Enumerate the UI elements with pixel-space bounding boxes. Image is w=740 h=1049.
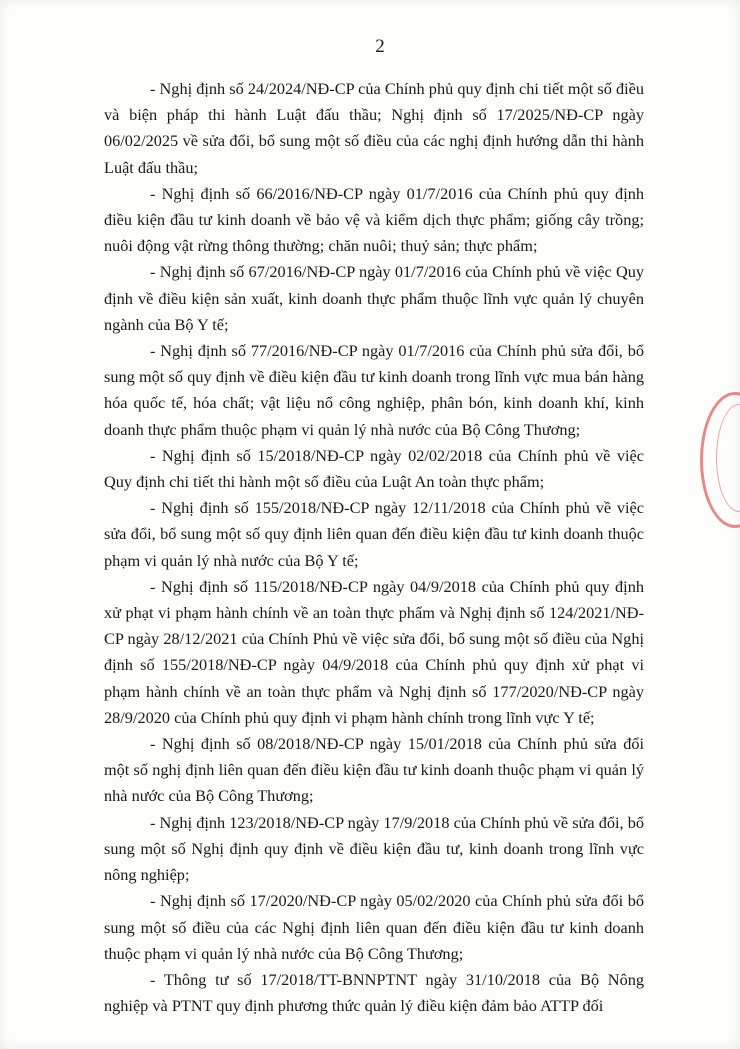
list-item: - Nghị định số 17/2020/NĐ-CP ngày 05/02/2020 của Chính phủ sửa đổi bổ sung một số điều của các Nghị định liên quan đến điều kiện đầu tư kinh doanh thuộc phạm vi quản lý nhà nước của Bộ Công Thương; <box>104 891 644 963</box>
list-item: - Nghị định số 66/2016/NĐ-CP ngày 01/7/2016 của Chính phủ quy định điều kiện đầu tư kinh doanh về bảo vệ và kiểm dịch thực phẩm; giống cây trồng; nuôi động vật rừng thông thường; chăn nuôi; thuỷ sản; thực phẩm; <box>104 183 644 256</box>
page-number: 2 <box>375 36 385 57</box>
list-item: - Nghị định số 115/2018/NĐ-CP ngày 04/9/2018 của Chính phủ quy định xử phạt vi phạm hành chính về an toàn thực phẩm và Nghị định số 124/2021/NĐ-CP ngày 28/12/2021 của Chính Phủ về việc sửa đổi, bổ sung một số điều của Nghị định số 155/2018/NĐ-CP ngày 04/9/2018 của Chính phủ quy định xử phạt vi phạm hành chính về an toàn thực phẩm và Nghị định số 177/2020/NĐ-CP ngày 28/9/2020 của Chính phủ quy định vi phạm hành chính trong lĩnh vực Y tế; <box>104 576 644 727</box>
list-item: - Nghị định số 155/2018/NĐ-CP ngày 12/11/2018 của Chính phủ về việc sửa đổi, bổ sung một số quy định liên quan đến điều kiện đầu tư kinh doanh thuộc phạm vi quản lý nhà nước của Bộ Y tế; <box>104 498 644 570</box>
list-item: - Nghị định số 67/2016/NĐ-CP ngày 01/7/2016 của Chính phủ về việc Quy định về điều kiện sản xuất, kinh doanh thực phẩm thuộc lĩnh vực quản lý chuyên ngành của Bộ Y tế; <box>104 262 644 334</box>
legal-basis-list <box>104 76 644 1019</box>
list-item: - Nghị định số 77/2016/NĐ-CP ngày 01/7/2016 của Chính phủ sửa đổi, bổ sung một số quy định về điều kiện đầu tư kinh doanh trong lĩnh vực mua bán hàng hóa quốc tế, hóa chất; vật liệu nổ công nghiệp, phân bón, kinh doanh khí, kinh doanh thực phẩm thuộc phạm vi quản lý nhà nước của Bộ Công Thương; <box>104 341 644 439</box>
list-item: - Nghị định số 08/2018/NĐ-CP ngày 15/01/2018 của Chính phủ sửa đổi một số nghị định liên quan đến điều kiện đầu tư kinh doanh thuộc phạm vi quản lý nhà nước của Bộ Công Thương; <box>104 734 644 806</box>
list-item: - Thông tư số 17/2018/TT-BNNPTNT ngày 31/10/2018 của Bộ Nông nghiệp và PTNT quy định phương thức quản lý điều kiện đảm bảo ATTP đối <box>104 969 644 1016</box>
list-item: - Nghị định số 15/2018/NĐ-CP ngày 02/02/2018 của Chính phủ về việc Quy định chi tiết thi hành một số điều của Luật An toàn thực phẩm; <box>104 445 644 492</box>
list-item: - Nghị định số 24/2024/NĐ-CP của Chính phủ quy định chi tiết một số điều và biện pháp thi hành Luật đấu thầu; Nghị định số 17/2025/NĐ-CP ngày 06/02/2025 về sửa đổi, bổ sung một số điều của các nghị định hướng dẫn thi hành Luật đấu thầu; <box>104 79 644 177</box>
list-item: - Nghị định 123/2018/NĐ-CP ngày 17/9/2018 của Chính phủ về sửa đổi, bổ sung một số Nghị định quy định về điều kiện đầu tư, kinh doanh trong lĩnh vực nông nghiệp; <box>104 812 644 885</box>
